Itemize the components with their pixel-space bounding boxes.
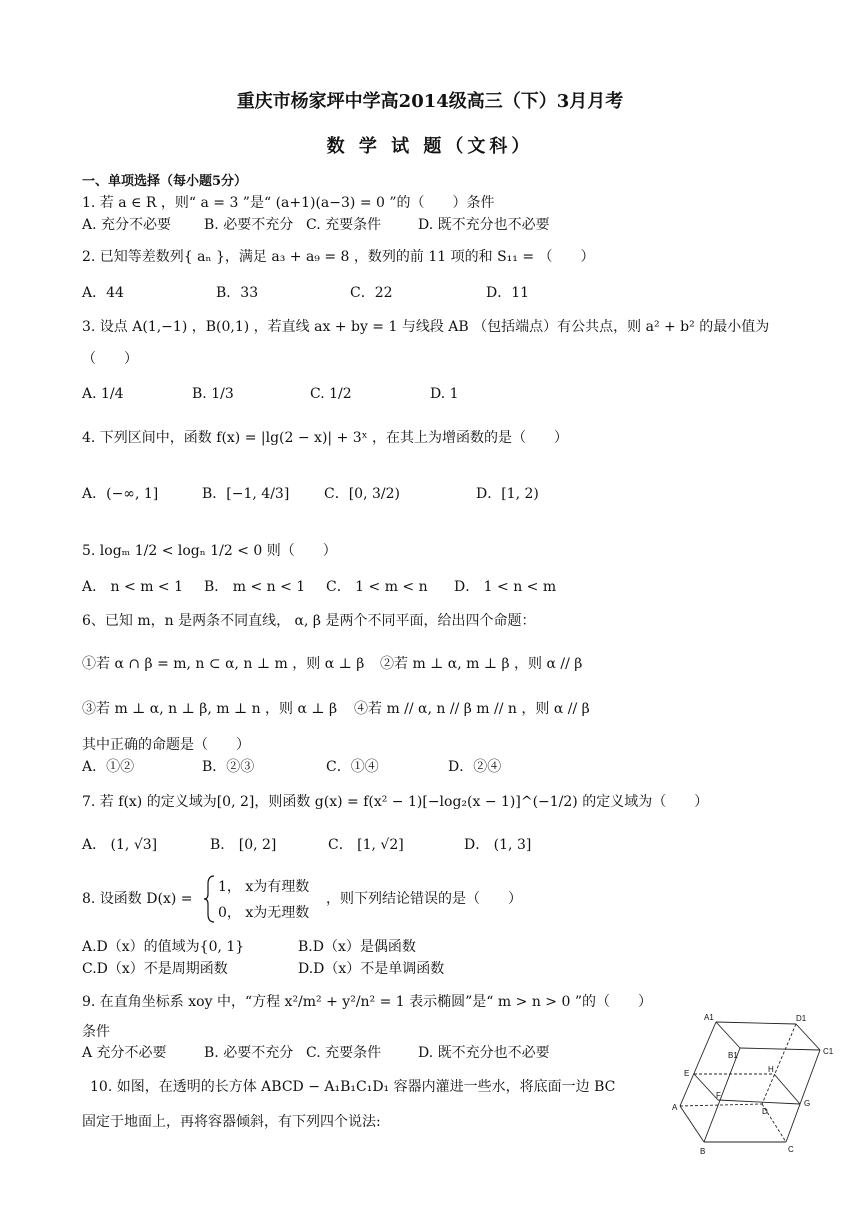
proposition-4: ④若 m // α, n // β m // n ，则 α // β bbox=[354, 701, 590, 717]
question-4-stem: 4. 下列区间中，函数 f(x) = |lg(2 − x)| + 3ˣ ，在其上为增函数的是（ ） bbox=[82, 430, 569, 446]
option-d: D. 既不充分也不必要 bbox=[418, 217, 550, 233]
option-c: C. 1/2 bbox=[310, 386, 352, 402]
question-9-tail: 条件 bbox=[82, 1024, 110, 1040]
option-a: A 充分不必要 bbox=[82, 1045, 167, 1061]
case-irrational: 0， x为无理数 bbox=[218, 905, 310, 921]
figure-label-h: H bbox=[768, 1065, 774, 1074]
paper-title: 重庆市杨家坪中学高2014级高三（下）3月月考 bbox=[236, 91, 624, 112]
figure-label-b: B bbox=[700, 1147, 706, 1156]
figure-label-d: D bbox=[762, 1107, 768, 1116]
question-2-stem: 2. 已知等差数列{ aₙ }，满足 a₃ + a₉ = 8 ，数列的前 11 项的和 S₁₁ = （ ） bbox=[82, 249, 595, 265]
question-3-stem: 3. 设点 A(1,−1) ，B(0,1) ，若直线 ax + by = 1 与线段 AB （包括端点）有公共点，则 a² + b² 的最小值为 bbox=[82, 319, 770, 335]
option-b: B． m < n < 1 bbox=[204, 579, 306, 595]
option-c: C.D（x）不是周期函数 bbox=[82, 961, 228, 977]
question-3-paren: （ ） bbox=[82, 351, 138, 367]
question-5-stem: 5. logₘ 1/2 < logₙ 1/2 < 0 则（ ） bbox=[82, 543, 337, 559]
question-8-stem-b: ，则下列结论错误的是（ ） bbox=[326, 891, 522, 907]
figure-label-a: A bbox=[672, 1103, 678, 1112]
figure-label-c1: C1 bbox=[823, 1047, 834, 1056]
option-b: B． [0, 2] bbox=[210, 837, 277, 853]
figure-label-a1: A1 bbox=[704, 1013, 714, 1022]
option-a: A．44 bbox=[82, 285, 124, 301]
question-1-stem: 1. 若 a ∈ R ，则“ a = 3 ”是“ (a+1)(a−3) = 0 ”的（ ）条件 bbox=[82, 195, 495, 211]
option-d: D． (1, 3] bbox=[464, 837, 532, 853]
option-a: A. 1/4 bbox=[82, 386, 124, 402]
case-rational: 1， x为有理数 bbox=[218, 879, 310, 895]
figure-label-g: G bbox=[804, 1099, 811, 1108]
option-a: A．①② bbox=[82, 759, 135, 775]
option-b: B．33 bbox=[216, 285, 259, 301]
option-a: A． n < m < 1 bbox=[82, 579, 184, 595]
proposition-2: ②若 m ⊥ α, m ⊥ β ，则 α // β bbox=[380, 656, 583, 672]
option-d: D. 1 bbox=[430, 386, 459, 402]
proposition-3: ③若 m ⊥ α, n ⊥ β, m ⊥ n ，则 α ⊥ β bbox=[82, 701, 338, 717]
question-6-ask: 其中正确的命题是（ ） bbox=[82, 737, 250, 753]
option-c: C. 充要条件 bbox=[306, 1045, 382, 1061]
proposition-1: ①若 α ∩ β = m, n ⊂ α, n ⊥ m ，则 α ⊥ β bbox=[82, 656, 365, 672]
option-d: D．11 bbox=[486, 285, 530, 301]
option-c: C．22 bbox=[350, 285, 393, 301]
brace-icon bbox=[204, 874, 216, 924]
option-a: A． (1, √3] bbox=[82, 837, 158, 853]
question-10-line-2: 固定于地面上，再将容器倾斜，有下列四个说法: bbox=[82, 1114, 381, 1130]
option-b: B．[−1, 4/3] bbox=[202, 486, 290, 502]
option-c: C．[0, 3/2) bbox=[324, 486, 400, 502]
paper-subtitle: 数 学 试 题（文科） bbox=[326, 136, 534, 157]
option-b: B. 必要不充分 bbox=[204, 217, 294, 233]
question-8-stem-a: 8. 设函数 D(x) = bbox=[82, 891, 193, 907]
option-b: B.D（x）是偶函数 bbox=[298, 939, 416, 955]
option-d: D． 1 < n < m bbox=[454, 579, 557, 595]
figure-label-d1: D1 bbox=[796, 1014, 807, 1023]
section-heading: 一、单项选择（每小题5分） bbox=[82, 174, 248, 189]
option-c: C． 1 < m < n bbox=[326, 579, 428, 595]
option-b: B. 必要不充分 bbox=[204, 1045, 294, 1061]
question-7-stem: 7. 若 f(x) 的定义域为[0, 2]，则函数 g(x) = f(x² − 1)[−log₂(x − 1)]^(−1/2) 的定义域为（ ） bbox=[82, 794, 709, 810]
option-c: C．①④ bbox=[326, 759, 379, 775]
option-b: B．②③ bbox=[202, 759, 255, 775]
figure-label-b1: B1 bbox=[728, 1051, 738, 1060]
option-c: C. 充要条件 bbox=[306, 217, 382, 233]
option-d: D．[1, 2) bbox=[476, 486, 539, 502]
option-d: D．②④ bbox=[448, 759, 502, 775]
option-a: A.D（x）的值域为{0, 1} bbox=[82, 939, 245, 955]
option-d: D. 既不充分也不必要 bbox=[418, 1045, 550, 1061]
option-a: A. 充分不必要 bbox=[82, 217, 172, 233]
question-6-stem: 6、已知 m，n 是两条不同直线， α, β 是两个不同平面，给出四个命题： bbox=[82, 613, 536, 629]
question-10-line-1: 10. 如图，在透明的长方体 ABCD − A₁B₁C₁D₁ 容器内灌进一些水，将底面一边 BC bbox=[90, 1079, 616, 1095]
figure-label-c: C bbox=[788, 1145, 794, 1154]
option-d: D.D（x）不是单调函数 bbox=[298, 961, 445, 977]
option-a: A．(−∞, 1] bbox=[82, 486, 159, 502]
figure-label-e: E bbox=[684, 1069, 690, 1078]
figure-label-f: F bbox=[716, 1091, 721, 1100]
option-c: C． [1, √2] bbox=[328, 837, 404, 853]
cuboid-figure bbox=[670, 1012, 848, 1162]
question-9-stem: 9. 在直角坐标系 xoy 中，“方程 x²/m² + y²/n² = 1 表示椭圆”是“ m > n > 0 ”的（ ） bbox=[82, 994, 652, 1010]
option-b: B. 1/3 bbox=[192, 386, 234, 402]
